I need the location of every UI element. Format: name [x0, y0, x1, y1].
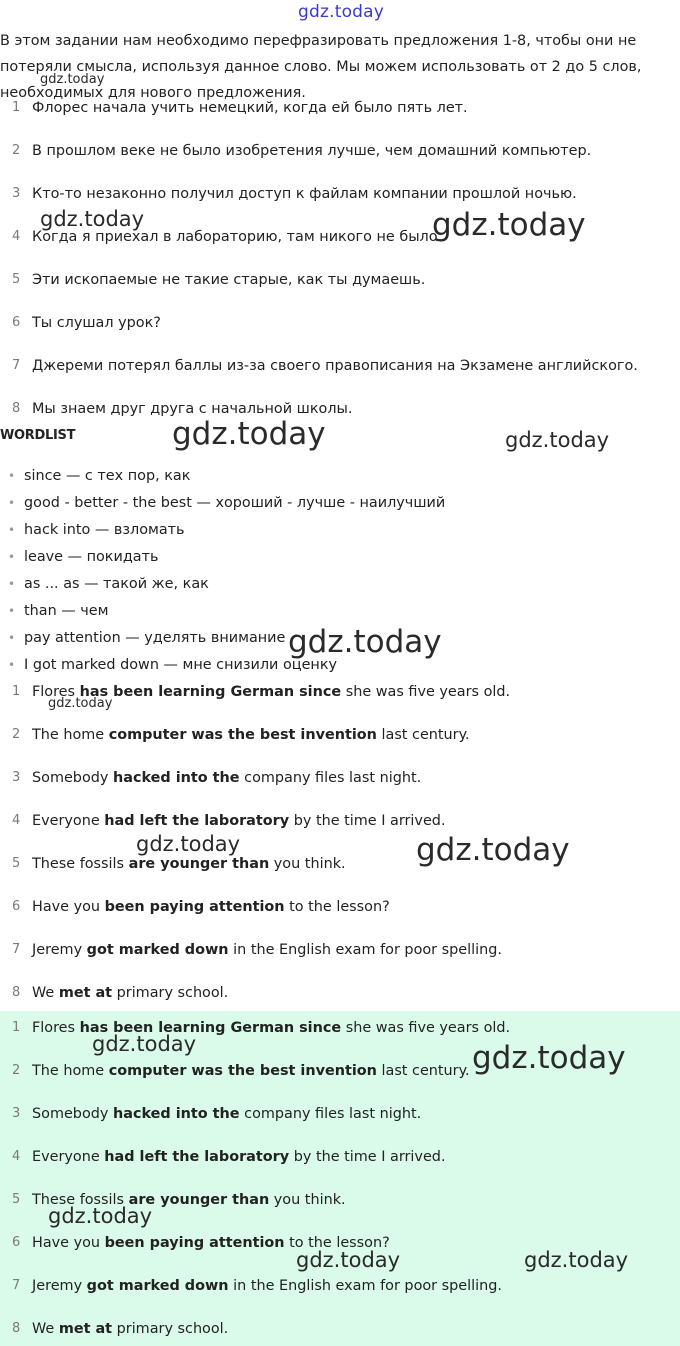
answer-pre: Flores: [32, 1020, 80, 1036]
watermark: gdz.today: [48, 696, 113, 711]
answer-bold: had left the laboratory: [104, 1149, 290, 1165]
item-number: 5: [12, 1192, 21, 1207]
answer-bold: met at: [58, 1321, 113, 1337]
wordlist-text: pay attention — уделять внимание: [24, 630, 286, 646]
answer-bold: hacked into the: [112, 1106, 240, 1122]
watermark: gdz.today: [172, 416, 326, 452]
item-text: Эти ископаемые не такие старые, как ты думаешь.: [32, 272, 426, 288]
answer-post: to the lesson?: [284, 1235, 390, 1251]
answer-bold: been paying attention: [104, 1235, 285, 1251]
item-text: Мы знаем друг друга с начальной школы.: [32, 401, 353, 417]
item-text: В прошлом веке не было изобретения лучше, чем домашний компьютер.: [32, 143, 592, 159]
answer-pre: Have you: [32, 1235, 105, 1251]
wordlist-text: since — с тех пор, как: [24, 468, 191, 484]
watermark: gdz.today: [296, 1248, 401, 1272]
wordlist-text: as ... as — такой же, как: [24, 576, 209, 592]
answer-pre: Flores: [32, 684, 80, 700]
item-text: Ты слушал урок?: [32, 315, 161, 331]
answer-bold: has been learning German since: [79, 684, 342, 700]
watermark: gdz.today: [416, 832, 570, 868]
item-text: Когда я приехал в лабораторию, там никого не было.: [32, 229, 443, 245]
answer-post: last century.: [376, 727, 470, 743]
item-number: 2: [12, 143, 21, 158]
item-text: Кто-то незаконно получил доступ к файлам компании прошлой ночью.: [32, 186, 577, 202]
item-number: 1: [12, 1020, 21, 1035]
item-number: 1: [12, 684, 21, 699]
answer-pre: We: [32, 985, 59, 1001]
wordlist-item: • than — чем: [8, 603, 109, 619]
answer-bold: got marked down: [86, 1278, 229, 1294]
answer-bold: met at: [58, 985, 113, 1001]
item-number: 1: [12, 100, 21, 115]
answer-bold: computer was the best invention: [108, 1063, 377, 1079]
answer-post: you think.: [269, 856, 346, 872]
answer-pre: We: [32, 1321, 59, 1337]
answer-post: by the time I arrived.: [289, 813, 446, 829]
watermark: gdz.today: [40, 207, 145, 231]
answer-pre: Have you: [32, 899, 105, 915]
answer-bold: are younger than: [128, 856, 270, 872]
answer-bold: got marked down: [86, 942, 229, 958]
wordlist-text: good - better - the best — хороший - лучше - наилучший: [24, 495, 446, 511]
watermark: gdz.today: [48, 1204, 153, 1228]
item-number: 3: [12, 186, 21, 201]
wordlist-item: • good - better - the best — хороший - лучше - наилучший: [8, 495, 446, 511]
answer-post: in the English exam for poor spelling.: [228, 1278, 502, 1294]
answer-bold: had left the laboratory: [104, 813, 290, 829]
wordlist-item: • I got marked down — мне снизили оценку: [8, 657, 338, 673]
item-number: 6: [12, 315, 21, 330]
answer-pre: These fossils: [32, 856, 129, 872]
intro-text: В этом задании нам необходимо перефразировать предложения 1-8, чтобы они не потеряли смысла, используя данное слово. Мы можем использовать от 2 до 5 слов, необходимых для нового предложения.: [0, 33, 642, 101]
answer-bold: are younger than: [128, 1192, 270, 1208]
wordlist-text: than — чем: [24, 603, 109, 619]
answer-pre: The home: [32, 727, 109, 743]
answer-bold: computer was the best invention: [108, 727, 377, 743]
answer-post: last century.: [376, 1063, 470, 1079]
item-number: 4: [12, 813, 21, 828]
site-logo[interactable]: gdz.today: [298, 2, 385, 22]
answer-post: primary school.: [112, 985, 229, 1001]
wordlist-heading: WORDLIST: [0, 428, 76, 443]
answer-post: she was five years old.: [341, 1020, 511, 1036]
watermark: gdz.today: [505, 428, 610, 452]
item-number: 5: [12, 856, 21, 871]
item-number: 8: [12, 401, 21, 416]
item-number: 8: [12, 1321, 21, 1336]
answer-pre: Everyone: [32, 813, 105, 829]
wordlist-item: • since — с тех пор, как: [8, 468, 191, 484]
answer-pre: Jeremy: [32, 1278, 87, 1294]
answer-post: company files last night.: [239, 1106, 422, 1122]
answer-post: primary school.: [112, 1321, 229, 1337]
item-text: Флорес начала учить немецкий, когда ей было пять лет.: [32, 100, 468, 116]
answer-post: by the time I arrived.: [289, 1149, 446, 1165]
answer-pre: Jeremy: [32, 942, 87, 958]
item-number: 7: [12, 358, 21, 373]
answer-pre: Somebody: [32, 1106, 113, 1122]
answer-pre: Everyone: [32, 1149, 105, 1165]
wordlist-text: hack into — взломать: [24, 522, 185, 538]
item-number: 4: [12, 1149, 21, 1164]
item-number: 7: [12, 942, 21, 957]
watermark: gdz.today: [524, 1248, 629, 1272]
answer-post: you think.: [269, 1192, 346, 1208]
watermark: gdz.today: [92, 1032, 197, 1056]
answer-post: to the lesson?: [284, 899, 390, 915]
item-number: 4: [12, 229, 21, 244]
watermark: gdz.today: [432, 207, 586, 243]
answer-post: she was five years old.: [341, 684, 511, 700]
answer-bold: hacked into the: [112, 770, 240, 786]
watermark: gdz.today: [288, 624, 442, 660]
wordlist-item: • hack into — взломать: [8, 522, 185, 538]
watermark: gdz.today: [472, 1040, 626, 1076]
answer-post: company files last night.: [239, 770, 422, 786]
item-number: 2: [12, 727, 21, 742]
answer-pre: These fossils: [32, 1192, 129, 1208]
item-number: 2: [12, 1063, 21, 1078]
answer-bold: has been learning German since: [79, 1020, 342, 1036]
answer-pre: The home: [32, 1063, 109, 1079]
wordlist-text: leave — покидать: [24, 549, 159, 565]
item-text: Джереми потерял баллы из-за своего правописания на Экзамене английского.: [32, 358, 638, 374]
watermark: gdz.today: [136, 832, 241, 856]
item-number: 8: [12, 985, 21, 1000]
wordlist-text: I got marked down — мне снизили оценку: [24, 657, 338, 673]
wordlist-item: • pay attention — уделять внимание: [8, 630, 286, 646]
answer-post: in the English exam for poor spelling.: [228, 942, 502, 958]
item-number: 7: [12, 1278, 21, 1293]
item-number: 5: [12, 272, 21, 287]
item-number: 3: [12, 1106, 21, 1121]
item-number: 3: [12, 770, 21, 785]
answer-pre: Somebody: [32, 770, 113, 786]
wordlist-item: • as ... as — такой же, как: [8, 576, 209, 592]
watermark: gdz.today: [40, 72, 105, 87]
wordlist-item: • leave — покидать: [8, 549, 159, 565]
item-number: 6: [12, 899, 21, 914]
item-number: 6: [12, 1235, 21, 1250]
answer-bold: been paying attention: [104, 899, 285, 915]
